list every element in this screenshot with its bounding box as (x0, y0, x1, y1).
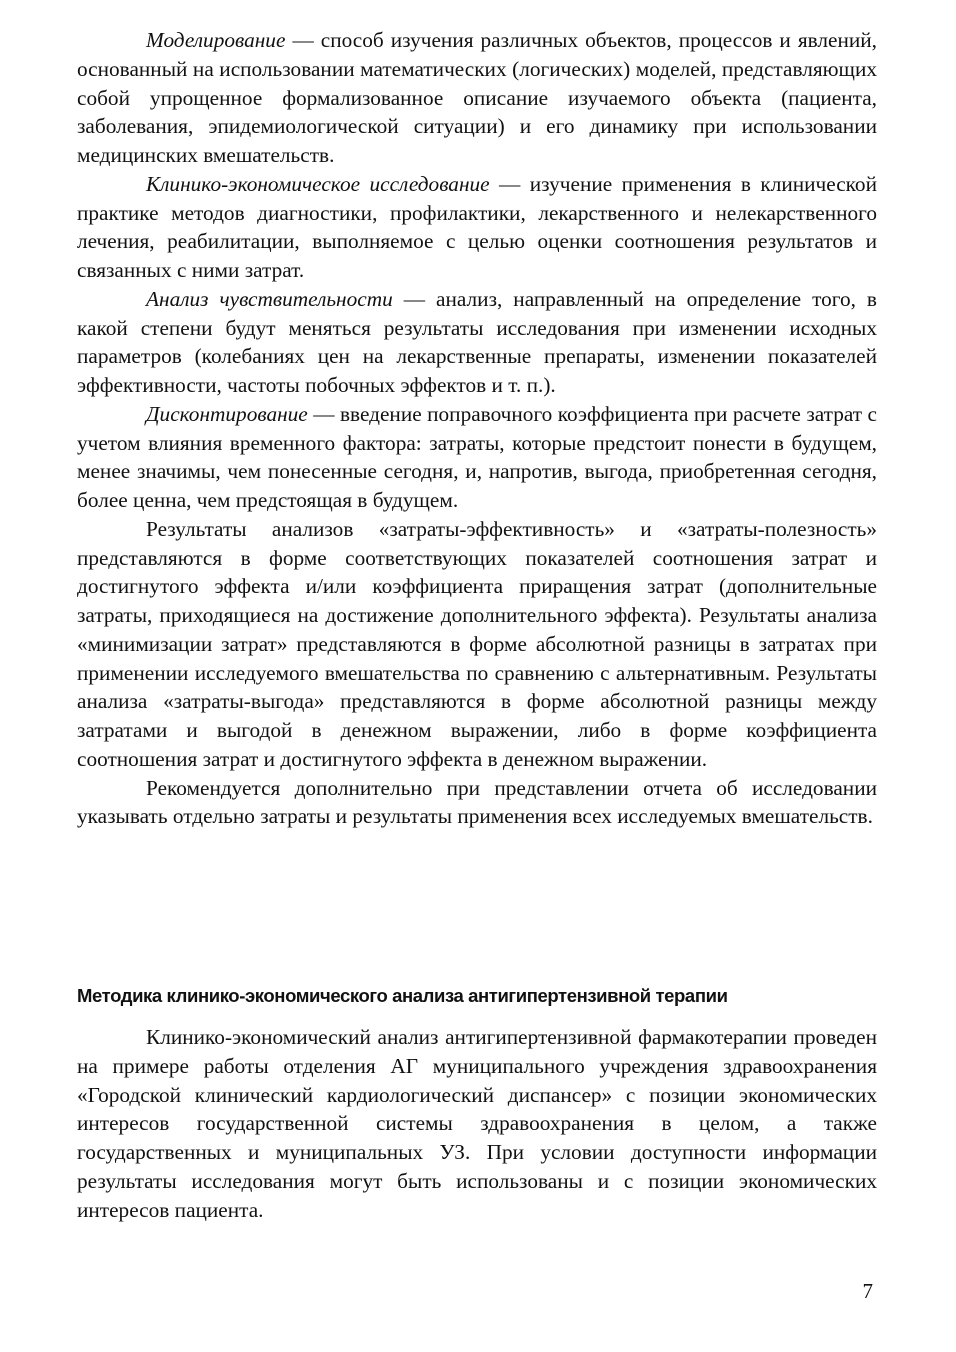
section-paragraph: Клинико-экономический анализ антигипертензивной фармакотерапии проведен на примере работы отделения АГ муниципального учреждения здравоохранения «Городской клинический кардиологический диспансер» с позиции экономических интересов государственной системы здравоохранения в целом, а также государственных и муниципальных УЗ. При условии доступности информации результаты исследования могут быть использованы и с позиции экономических интересов пациента. (77, 1025, 877, 1222)
definition-term: Моделирование (146, 28, 286, 52)
definition-text: — способ изучения различных объектов, процессов и явлений, основанный на использовании математических (логических) моделей, представляющих собой упрощенное формализованное описание изучаемого объекта (пациента, заболевания, эпидемиологической ситуации) и его динамику при использовании медицинских вмешательств. (77, 28, 877, 167)
section-heading: Методика клинико-экономического анализа антигипертензивной терапии (77, 985, 728, 1006)
definition-term: Дисконтирование (146, 401, 308, 426)
definition-discounting (77, 400, 877, 515)
definition-clinical-economic-study (77, 170, 877, 285)
section-body (77, 1023, 877, 1224)
definition-text: — изучение применения в клинической практике методов диагностики, профилактики, лекарственного и нелекарственного лечения, реабилитации, выполняемое с целью оценки соотношения результатов и связанных с ними затрат. (77, 171, 877, 282)
definition-modeling (77, 26, 877, 170)
definition-text: — введение поправочного коэффициента при расчете затрат с учетом влияния временного фактора: затраты, которые предстоит понести в будущем, менее значимы, чем понесенные сегодня, и, напротив, выгода, приобретенная сегодня, более ценна, чем предстоящая в будущем. (77, 401, 877, 512)
definition-text: — анализ, направленный на определение того, в какой степени будут меняться результаты исследования при изменении исходных параметров (колебаниях цен на лекарственные препараты, изменении показателей эффективности, частоты побочных эффектов и т. п.). (77, 286, 877, 397)
definition-term: Клинико-экономическое исследование (146, 171, 490, 196)
paragraph-analysis-results: Результаты анализов «затраты-эффективность» и «затраты-полезность» представляются в форме соответствующих показателей соотношения затрат и достигнутого эффекта и/или коэффициента приращения затрат (дополнительные затраты, приходящиеся на достижение дополнительного эффекта). Результаты анализа «минимизации затрат» представляются в форме абсолютной разницы в затратах при применении исследуемого вмешательства по сравнению с альтернативным. Результаты анализа «затраты-выгода» представляются в форме абсолютной разницы между затратами и выгодой в денежном выражении, либо в форме коэффициента соотношения затрат и достигнутого эффекта в денежном выражении. (77, 516, 877, 771)
paragraph-recommendation: Рекомендуется дополнительно при представлении отчета об исследовании указывать отдельно затраты и результаты применения всех исследуемых вмешательств. (77, 775, 877, 829)
definition-sensitivity-analysis (77, 285, 877, 400)
page-body (77, 26, 877, 831)
definition-term: Анализ чувствительности (146, 286, 393, 311)
page-number: 7 (862, 1279, 873, 1303)
